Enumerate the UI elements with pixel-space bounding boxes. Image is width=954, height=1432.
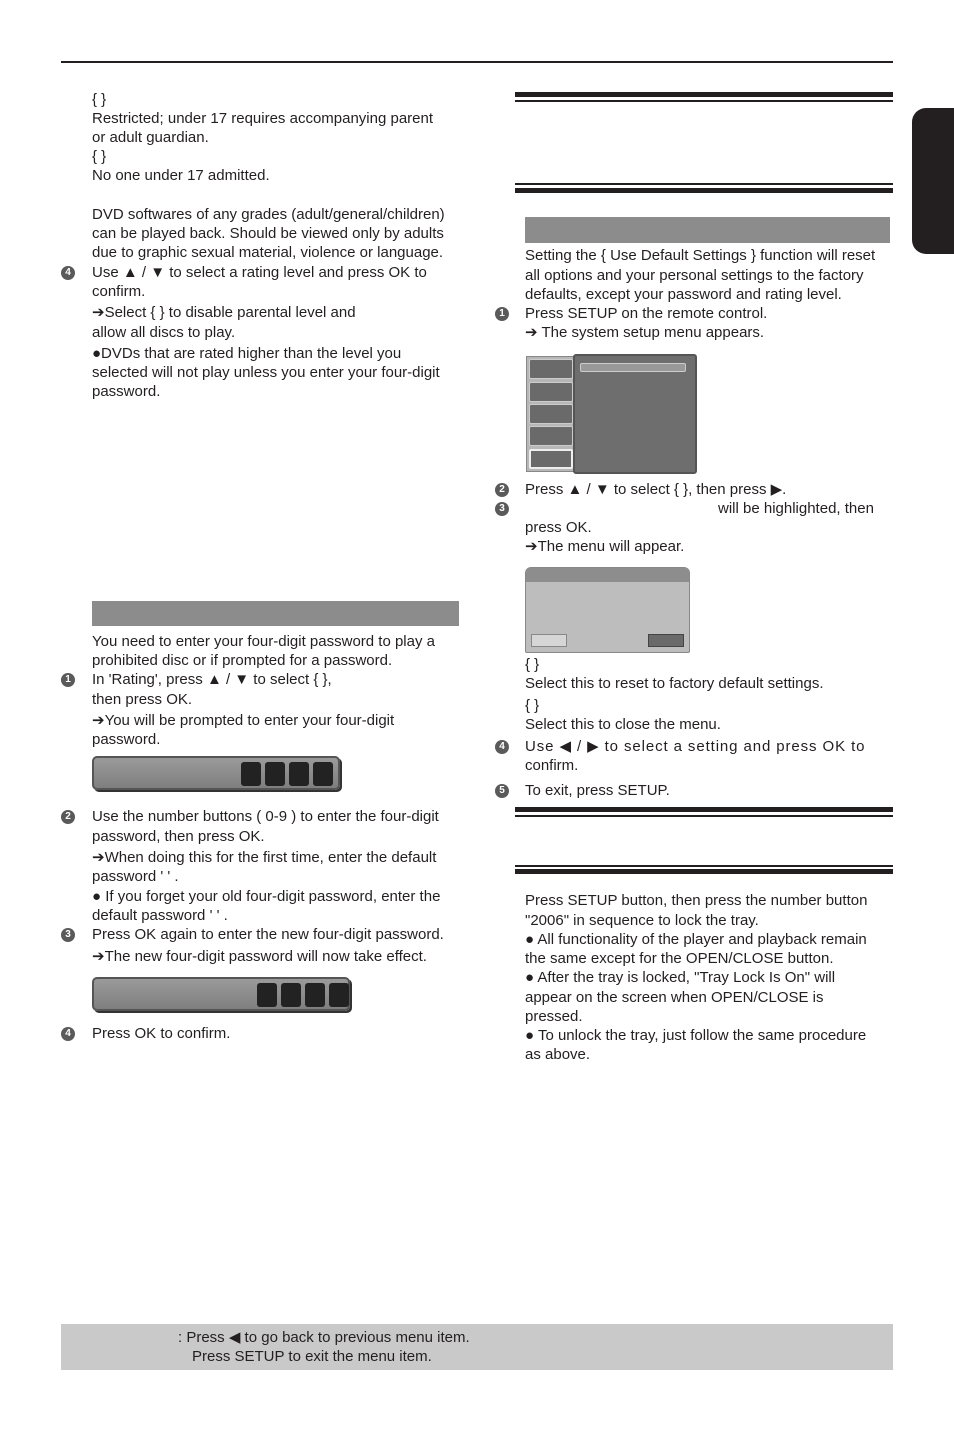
- cancel-option-brace: { }: [525, 697, 540, 714]
- d-step-1-bullet: 1: [495, 307, 509, 321]
- pw-step-2-text: Use the number buttons ( 0-9 ) to enter the four-digit: [92, 808, 439, 825]
- password-digit: [329, 983, 349, 1007]
- pw-step-1-note: ➔You will be prompted to enter your four-digit: [92, 712, 395, 729]
- reset-dialog: [525, 567, 690, 653]
- ok-option-desc: Select this to reset to factory default settings.: [525, 675, 824, 692]
- lock-icon: [529, 426, 573, 446]
- heading-rule-thick: [515, 92, 893, 97]
- cancel-option-desc: Select this to close the menu.: [525, 716, 721, 733]
- password-digit: [289, 762, 309, 786]
- d-step-5-text: To exit, press SETUP.: [525, 782, 670, 799]
- top-rule: [61, 61, 893, 63]
- pw-step-4-bullet: 4: [61, 1027, 75, 1041]
- pw-step-2-bullet: 2: [61, 810, 75, 824]
- heading-rule-thin: [515, 100, 893, 102]
- footer-tip-line-1: : Press ◀ to go back to previous menu item.: [178, 1329, 470, 1346]
- new-password-entry-box: [92, 977, 350, 1011]
- language-tab: [912, 108, 954, 254]
- rating-r-desc-2: or adult guardian.: [92, 129, 209, 146]
- pw-step-1-text: In 'Rating', press ▲ / ▼ to select { },: [92, 671, 332, 688]
- pw-step-2-text-2: password, then press OK.: [92, 828, 265, 845]
- d-step-3-text-2: press OK.: [525, 519, 592, 536]
- step-4-bullet: 4: [61, 266, 75, 280]
- password-digit: [305, 983, 325, 1007]
- tray-heading-rule-thick: [515, 807, 893, 812]
- pw-step-3-text: Press OK again to enter the new four-digit password.: [92, 926, 444, 943]
- tray-text-3: ● All functionality of the player and playback remain: [525, 931, 867, 948]
- d-step-4-text: Use ◀ / ▶ to select a setting and press OK to: [525, 738, 866, 755]
- pw-step-4-text: Press OK to confirm.: [92, 1025, 231, 1042]
- heading-rule-thick: [515, 188, 893, 193]
- rating-nc17-desc: No one under 17 admitted.: [92, 167, 270, 184]
- step-4-note-4: selected will not play unless you enter your four-digit: [92, 364, 440, 381]
- d-step-2-bullet: 2: [495, 483, 509, 497]
- step-4-note-5: password.: [92, 383, 161, 400]
- reset-cancel-button: [648, 634, 684, 647]
- d-step-4-bullet: 4: [495, 740, 509, 754]
- reset-ok-button: [531, 634, 567, 647]
- ok-option-brace: { }: [525, 656, 540, 673]
- d-step-3-text: will be highlighted, then: [718, 500, 874, 517]
- tray-text: Press SETUP button, then press the number button: [525, 892, 868, 909]
- dvd-software-text-2: can be played back. Should be viewed only by adults: [92, 225, 444, 242]
- dvd-software-text: DVD softwares of any grades (adult/general/children): [92, 206, 445, 223]
- rating-r-desc: Restricted; under 17 requires accompanying parent: [92, 110, 434, 127]
- pw-step-2-note-4: default password ' ' .: [92, 907, 228, 924]
- password-digit: [313, 762, 333, 786]
- d-step-5-bullet: 5: [495, 784, 509, 798]
- video-icon: [529, 382, 573, 402]
- tray-text-6: appear on the screen when OPEN/CLOSE is: [525, 989, 824, 1006]
- tray-heading-rule-thick: [515, 869, 893, 874]
- password-section-bar: [92, 601, 459, 626]
- tray-text-7: pressed.: [525, 1008, 583, 1025]
- pw-step-2-note-3: ● If you forget your old four-digit password, enter the: [92, 888, 441, 905]
- step-4-text: Use ▲ / ▼ to select a rating level and press OK to: [92, 264, 427, 281]
- tray-text-2: "2006" in sequence to lock the tray.: [525, 912, 759, 929]
- d-step-1-note: ➔ The system setup menu appears.: [525, 324, 765, 341]
- tray-text-4: the same except for the OPEN/CLOSE button.: [525, 950, 834, 967]
- password-digit: [281, 983, 301, 1007]
- pw-step-1-text-2: then press OK.: [92, 691, 193, 708]
- default-intro-2: all options and your personal settings to the factory: [525, 267, 864, 284]
- tray-heading-rule-thin: [515, 815, 893, 817]
- pw-step-2-note: ➔When doing this for the first time, enter the default: [92, 849, 437, 866]
- pw-step-3-note: ➔The new four-digit password will now take effect.: [92, 948, 427, 965]
- password-entry-box: [92, 756, 340, 790]
- default-section-bar: [525, 217, 890, 243]
- step-4-note-3: ●DVDs that are rated higher than the level you: [92, 345, 402, 362]
- heading-rule-thin: [515, 183, 893, 185]
- tray-heading-rule-thin: [515, 865, 893, 867]
- default-intro-3: defaults, except your password and rating level.: [525, 286, 842, 303]
- tray-text-9: as above.: [525, 1046, 591, 1063]
- step-4-note-2: allow all discs to play.: [92, 324, 236, 341]
- password-intro: You need to enter your four-digit password to play a: [92, 633, 435, 650]
- setup-menu-panel: [573, 354, 697, 474]
- pw-step-1-note-2: password.: [92, 731, 161, 748]
- d-step-3-bullet: 3: [495, 502, 509, 516]
- default-intro: Setting the { Use Default Settings } function will reset: [525, 247, 876, 264]
- step-4-note: ➔Select { } to disable parental level and: [92, 304, 356, 321]
- pw-step-2-note-2: password ' ' .: [92, 868, 179, 885]
- footer-tip-line-2: Press SETUP to exit the menu item.: [192, 1348, 432, 1365]
- rating-r-brace: { }: [92, 91, 107, 108]
- d-step-3-note: ➔The menu will appear.: [525, 538, 685, 555]
- password-intro-2: prohibited disc or if prompted for a password.: [92, 652, 393, 669]
- step-4-text-2: confirm.: [92, 283, 146, 300]
- footer-tip-box: [61, 1324, 893, 1370]
- d-step-1-text: Press SETUP on the remote control.: [525, 305, 768, 322]
- d-step-4-text-2: confirm.: [525, 757, 579, 774]
- dvd-software-text-3: due to graphic sexual material, violence or language.: [92, 244, 444, 261]
- reset-dialog-titlebar: [526, 568, 689, 582]
- password-digit: [257, 983, 277, 1007]
- setup-menu-highlight: [580, 363, 686, 372]
- disc-icon: [529, 359, 573, 379]
- password-digit: [241, 762, 261, 786]
- d-step-2-text: Press ▲ / ▼ to select { }, then press ▶.: [525, 481, 787, 498]
- speaker-icon: [529, 404, 573, 424]
- pw-step-1-bullet: 1: [61, 673, 75, 687]
- setup-menu-sidebar: [526, 356, 576, 472]
- pw-step-3-bullet: 3: [61, 928, 75, 942]
- rating-nc17-brace: { }: [92, 148, 107, 165]
- document-icon: [529, 449, 573, 469]
- tray-text-8: ● To unlock the tray, just follow the same procedure: [525, 1027, 867, 1044]
- password-digit: [265, 762, 285, 786]
- tray-text-5: ● After the tray is locked, "Tray Lock Is On" will: [525, 969, 836, 986]
